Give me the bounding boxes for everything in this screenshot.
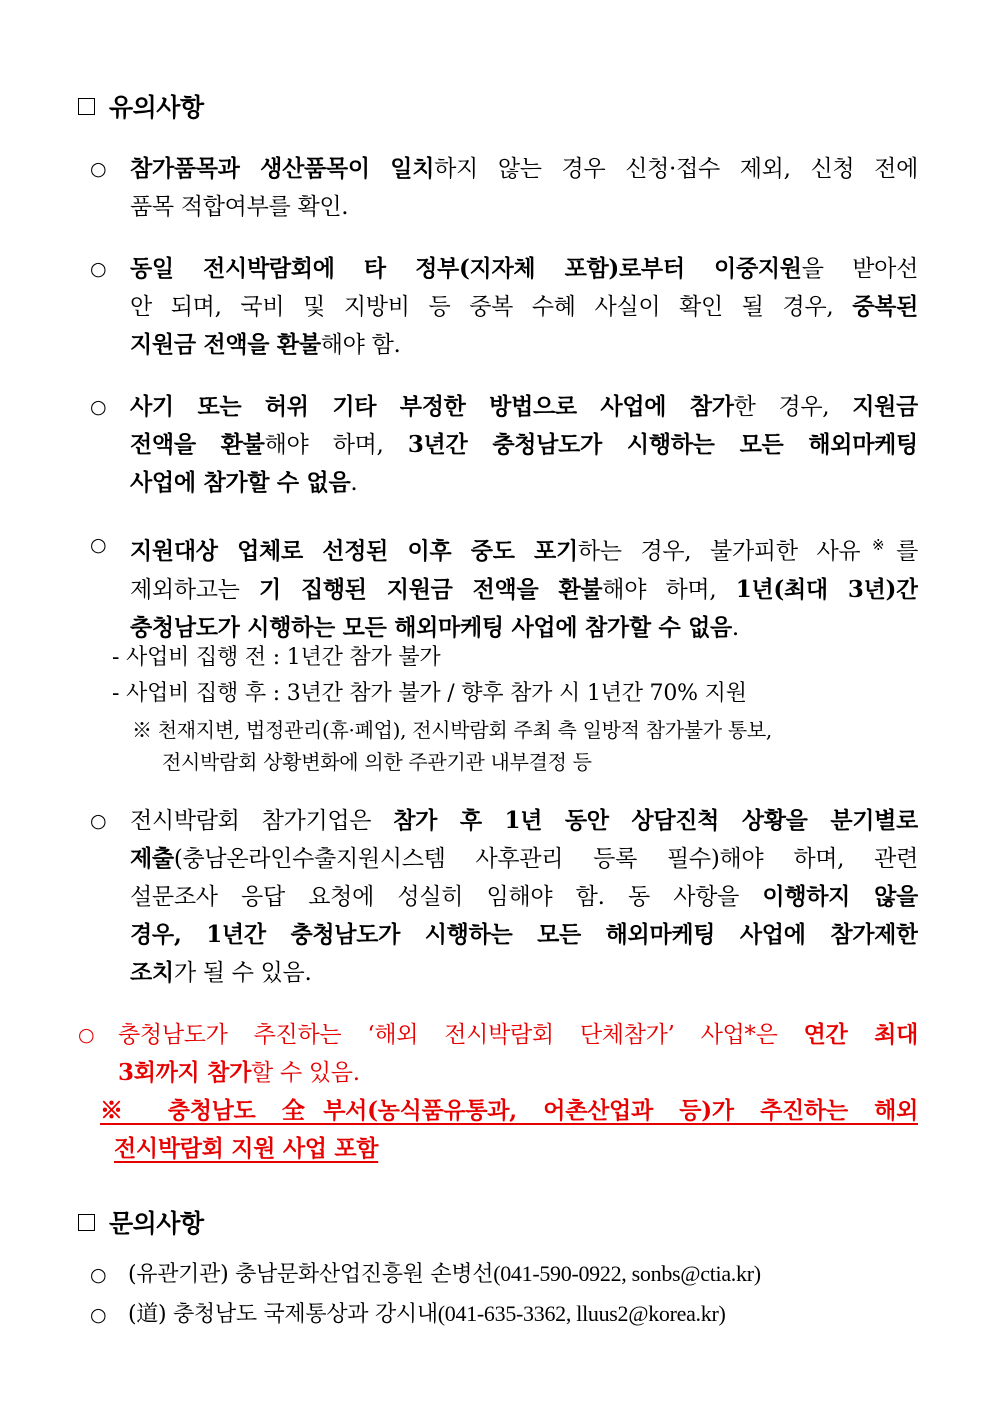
text-line [118, 1016, 918, 1054]
text-line [130, 188, 918, 226]
text-line [130, 250, 918, 288]
bullet-circle-icon: ○ [90, 534, 107, 556]
bullet-circle-icon: ○ [90, 258, 107, 280]
text-span: 한 경우, [733, 394, 853, 420]
text-span: 품목 적합여부를 확인. [130, 194, 349, 220]
bold-text: 중복된 [852, 293, 918, 320]
bold-text: 조치 [130, 959, 174, 986]
text-span: 하는 경우, 불가피한 사유 [577, 538, 861, 565]
bold-text: 지원대상 업체로 선정된 이후 중도 포기 [130, 537, 578, 565]
bullet-circle-icon: ○ [90, 810, 107, 832]
notice-item-2 [90, 250, 918, 364]
text-line [130, 464, 918, 502]
section-title-inquiries [78, 1204, 204, 1240]
bold-text: 제출 [130, 845, 174, 872]
text-span: ※ [860, 536, 897, 554]
text-span: 을 받아선 [801, 256, 918, 282]
sub-item-before-execution: - 사업비 집행 전 : 1년간 참가 불가 [112, 645, 441, 670]
bullet-circle-icon: ○ [90, 1264, 107, 1286]
item-text [130, 388, 918, 502]
text-span: 충청남도가 추진하는 ‘해외 전시박람회 단체참가’ 사업*은 [118, 1022, 804, 1048]
checkbox-square-icon [78, 98, 95, 115]
bold-text: 참가 후 1년 동안 상담진척 상황을 분기별로 [393, 807, 918, 834]
section-title-text: 유의사항 [109, 93, 204, 122]
text-span: 가 될 수 있음. [173, 960, 312, 986]
text-span: 제외하고는 [130, 576, 259, 603]
bold-text: 지원금 전액을 환불 [130, 331, 321, 358]
contact-detail: (041-590-0922, sonbs@ctia.kr) [493, 1261, 761, 1286]
text-line [130, 916, 918, 954]
text-line [130, 388, 918, 426]
notice-item-6-underlined [100, 1092, 918, 1168]
text-line [130, 802, 918, 840]
item-text [130, 802, 918, 992]
bold-text: 지원금 [852, 393, 918, 420]
item-text [130, 526, 918, 647]
text-line [130, 426, 918, 464]
bold-text: 1년(최대 3년)간 [735, 575, 918, 603]
bullet-circle-icon: ○ [90, 158, 107, 180]
notice-item-5 [90, 802, 918, 992]
notice-item-1 [90, 150, 918, 226]
text-line [130, 840, 918, 878]
bold-text: 충청남도가 시행하는 모든 해외마케팅 사업에 참가할 수 없음 [130, 613, 732, 641]
contact-label: (道) 충청남도 국제통상과 강시내 [128, 1302, 438, 1327]
contact-item-1 [90, 1256, 761, 1293]
text-line [130, 571, 918, 609]
notice-item-3 [90, 388, 918, 502]
bold-text: 동일 전시박람회에 타 정부(지자체 포함)로부터 이중지원 [130, 255, 802, 282]
text-span: 할 수 있음. [251, 1060, 360, 1086]
checkbox-square-icon [78, 1214, 95, 1231]
text-span: 전시박람회 참가기업은 [130, 808, 394, 834]
bold-text: 사업에 참가할 수 없음 [130, 469, 351, 496]
bold-text: 참가품목과 생산품목이 일치 [130, 155, 435, 182]
text-span: . [350, 470, 358, 496]
text-line [130, 526, 918, 571]
text-span: 해야 함. [320, 332, 401, 358]
underlined-line-1: ※ 충청남도 全부서(농식품유통과, 어촌산업과 등)가 추진하는 해외 [100, 1097, 918, 1124]
notice-item-6 [78, 1016, 918, 1092]
text-span: 해야 하며, [264, 432, 408, 458]
text-line [130, 878, 918, 916]
bold-text: 연간 최대 [803, 1021, 918, 1048]
bold-text: 3년간 충청남도가 시행하는 모든 해외마케팅 [407, 431, 918, 458]
text-span: 안 되며, 국비 및 지방비 등 중복 수혜 사실이 확인 될 경우, [130, 294, 853, 320]
text-line [130, 150, 918, 188]
text-span: 설문조사 응답 요청에 성실히 임해야 함. 동 사항을 [130, 884, 763, 910]
bullet-circle-icon: ○ [78, 1024, 95, 1046]
sub-item-after-execution: - 사업비 집행 후 : 3년간 참가 불가 / 향후 참가 시 1년간 70% 지원 [112, 681, 747, 706]
text-span: 해야 하며, [602, 576, 736, 603]
text-line [118, 1054, 918, 1092]
text-line [130, 288, 918, 326]
underlined-line-2: 전시박람회 지원 사업 포함 [114, 1135, 379, 1162]
text-line [130, 326, 918, 364]
notice-item-4 [90, 526, 918, 647]
bold-text: 기 집행된 지원금 전액을 환불 [258, 575, 603, 603]
contact-detail: (041-635-3362, lluus2@korea.kr) [437, 1301, 726, 1326]
item-text [118, 1016, 918, 1092]
bold-text: 경우, 1년간 충청남도가 시행하는 모든 해외마케팅 사업에 참가제한 [130, 921, 918, 948]
bold-text: 이행하지 않을 [762, 883, 918, 910]
bullet-circle-icon: ○ [90, 396, 107, 418]
note-line-2: 전시박람회 상황변화에 의한 주관기관 내부결정 등 [162, 750, 592, 774]
item-text [130, 150, 918, 226]
section-title-notes [78, 88, 204, 124]
text-span: (충남온라인수출지원시스템 사후관리 등록 필수)해야 하며, 관련 [173, 846, 918, 872]
text-span: 하지 않는 경우 신청·접수 제외, 신청 전에 [434, 156, 918, 182]
section-title-text: 문의사항 [109, 1209, 204, 1238]
note-line-1: ※ 천재지변, 법정관리(휴·폐업), 전시박람회 주최 측 일방적 참가불가 통보, [132, 718, 772, 742]
bold-text: 전액을 환불 [130, 431, 265, 458]
text-span: 를 [896, 538, 918, 565]
text-span: . [731, 614, 739, 641]
bold-text: 사기 또는 허위 기타 부정한 방법으로 사업에 참가 [130, 393, 734, 420]
text-line [130, 954, 918, 992]
contact-item-2 [90, 1296, 726, 1333]
bold-text: 3회까지 참가 [118, 1059, 252, 1086]
bullet-circle-icon: ○ [90, 1304, 107, 1326]
item-text [130, 250, 918, 364]
contact-label: (유관기관) 충남문화산업진흥원 손병선 [128, 1262, 494, 1287]
